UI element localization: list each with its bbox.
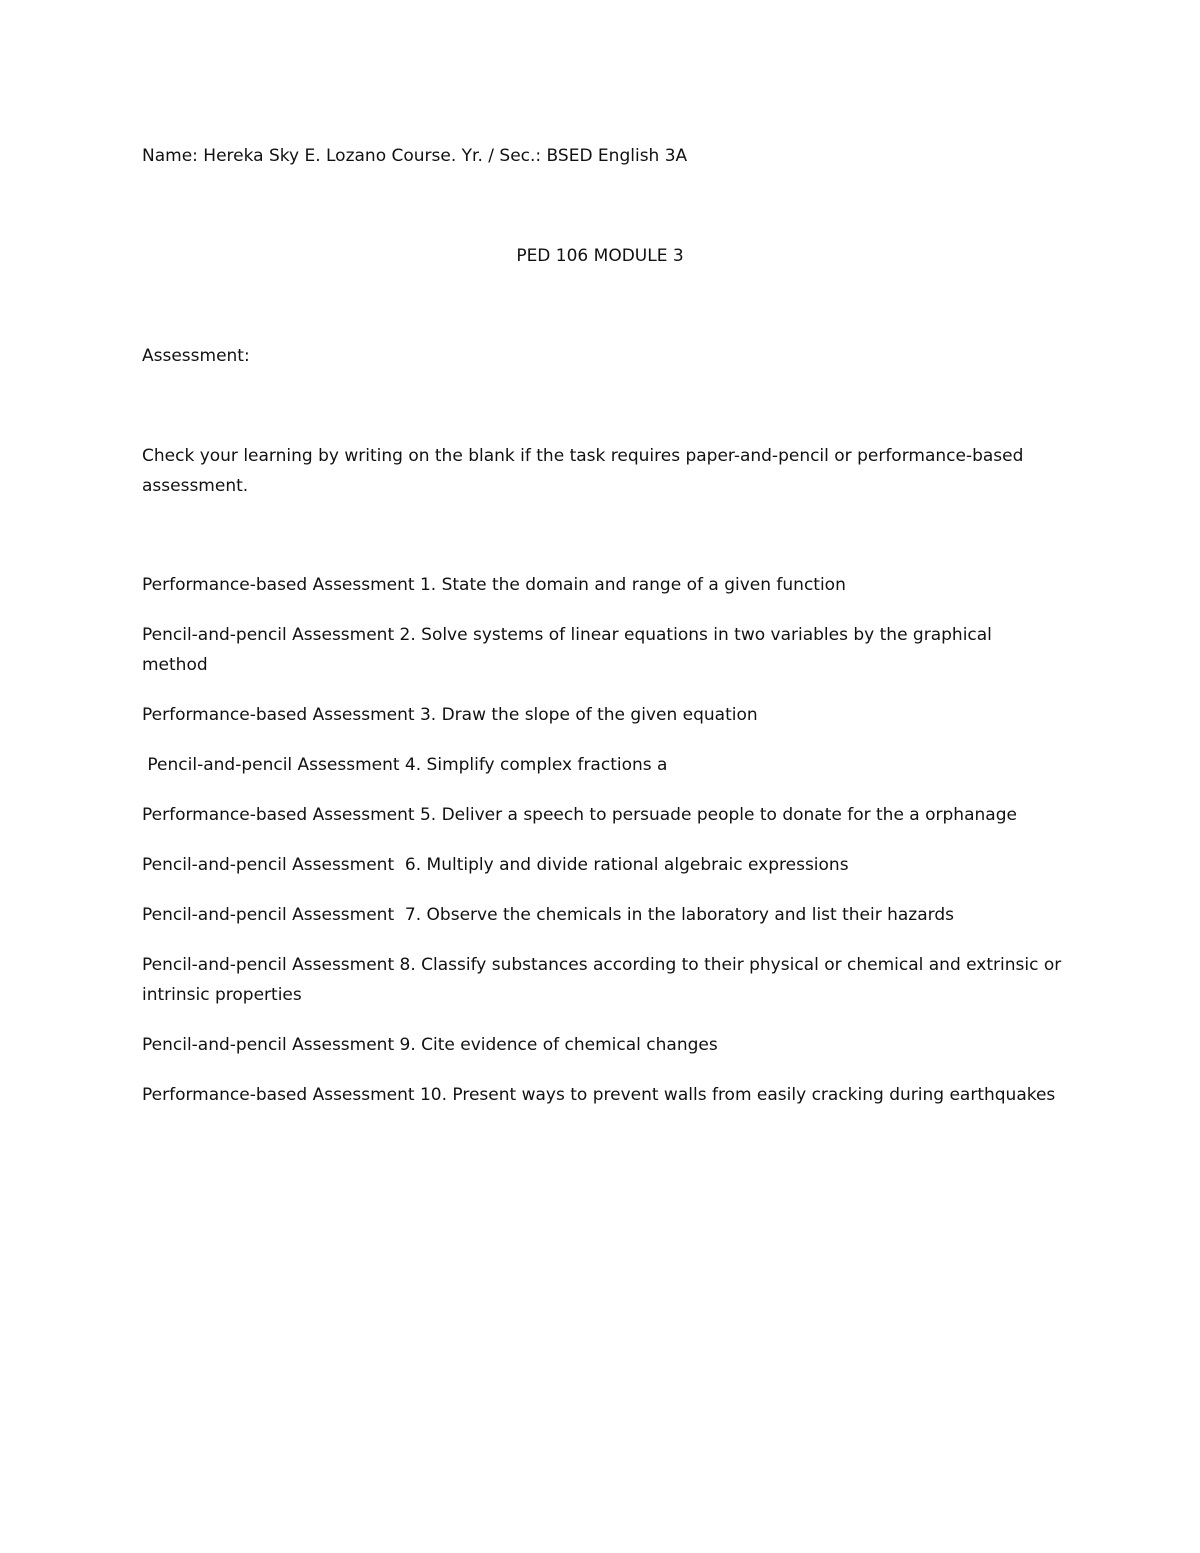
assessment-item-2: Pencil-and-pencil Assessment 2. Solve systems of linear equations in two variables by the graphical method <box>142 625 992 675</box>
assessment-item-9: Pencil-and-pencil Assessment 9. Cite evidence of chemical changes <box>142 1035 718 1055</box>
assessment-item-10: Performance-based Assessment 10. Present ways to prevent walls from easily cracking during earthquakes <box>142 1085 1056 1105</box>
assessment-item-8: Pencil-and-pencil Assessment 8. Classify substances according to their physical or chemical and extrinsic or intrinsic properties <box>142 955 1062 1005</box>
assessment-heading: Assessment: <box>142 346 250 366</box>
assessment-item-6: Pencil-and-pencil Assessment 6. Multiply and divide rational algebraic expressions <box>142 855 849 875</box>
assessment-item-5: Performance-based Assessment 5. Deliver a speech to persuade people to donate for the a orphanage <box>142 805 1017 825</box>
assessment-item-3: Performance-based Assessment 3. Draw the slope of the given equation <box>142 705 758 725</box>
instructions-paragraph: Check your learning by writing on the blank if the task requires paper-and-pencil or performance-based assessment. <box>142 446 1024 496</box>
assessment-item-4: Pencil-and-pencil Assessment 4. Simplify complex fractions a <box>142 755 668 775</box>
assessment-item-1: Performance-based Assessment 1. State the domain and range of a given function <box>142 575 846 595</box>
student-info-line: Name: Hereka Sky E. Lozano Course. Yr. / Sec.: BSED English 3A <box>142 146 688 166</box>
module-title: PED 106 MODULE 3 <box>516 246 684 266</box>
assessment-item-7: Pencil-and-pencil Assessment 7. Observe the chemicals in the laboratory and list their hazards <box>142 905 954 925</box>
